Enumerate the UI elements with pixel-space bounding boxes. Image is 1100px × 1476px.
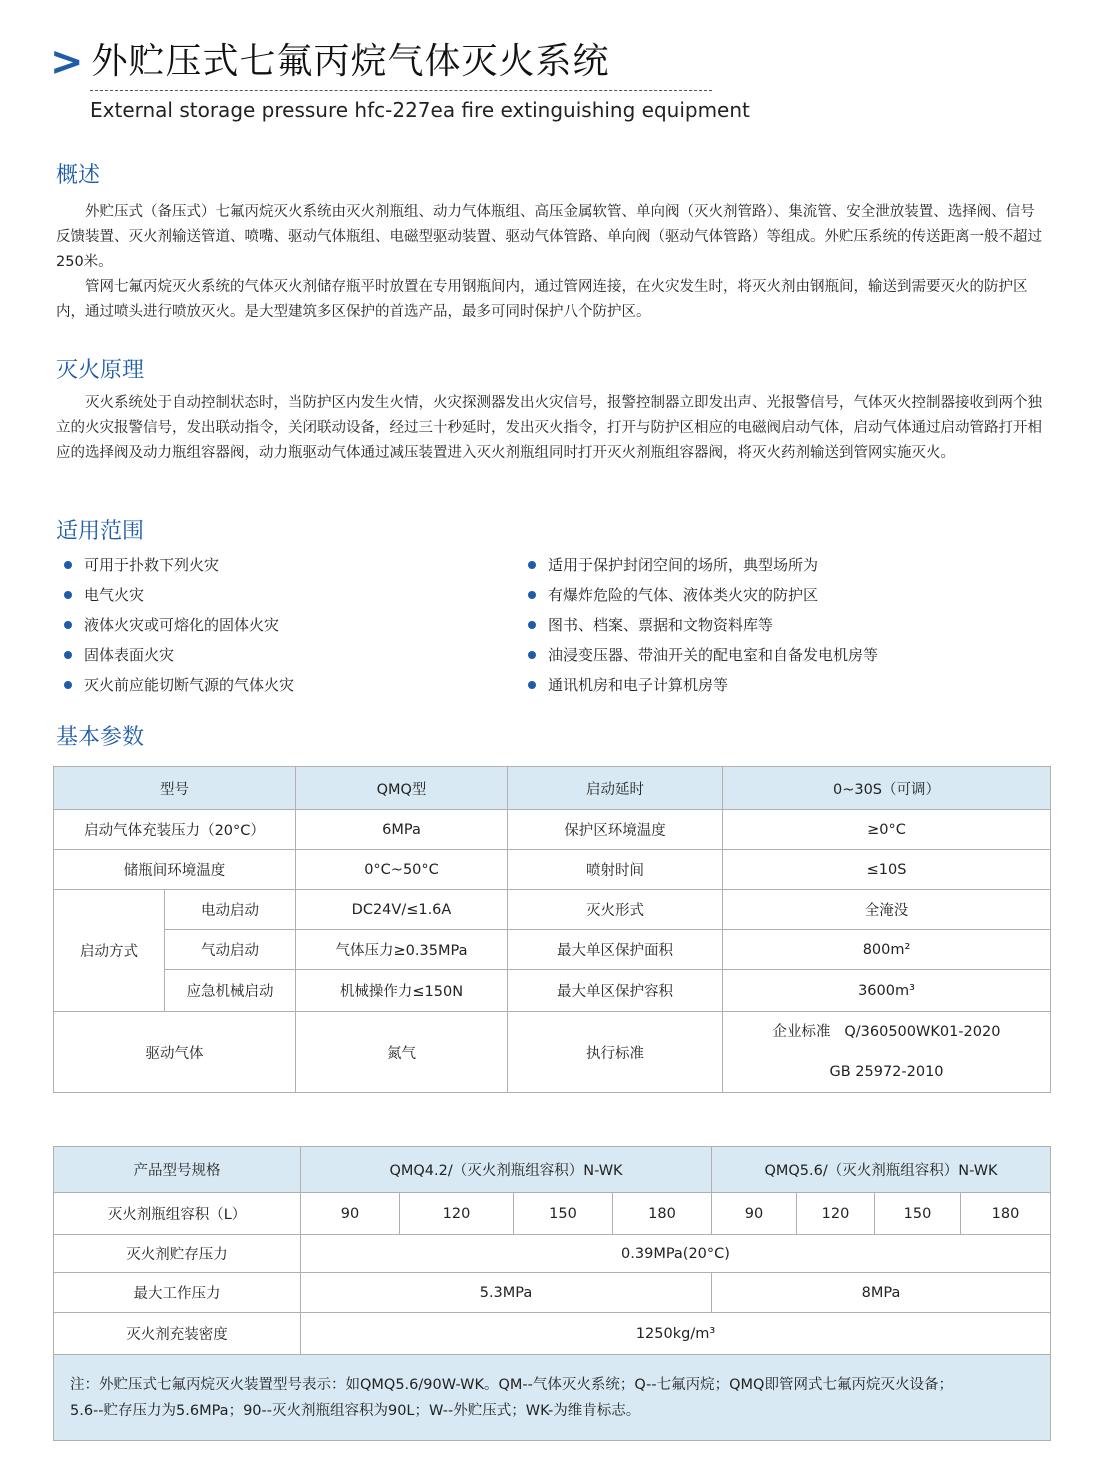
table-row: 灭火剂贮存压力 0.39MPa(20°C) <box>54 1235 1051 1273</box>
scope-heading: 适用范围 <box>56 519 145 544</box>
standards-cell: 企业标准 Q/360500WK01-2020 GB 25972-2010 <box>723 1012 1051 1093</box>
list-item: 有爆炸危险的气体、液体类火灾的防护区 <box>528 580 878 610</box>
list-item: 可用于扑救下列火灾 <box>64 550 294 580</box>
params-table <box>53 766 1051 1093</box>
table-row: 气动启动 气体压力≥0.35MPa 最大单区保护面积 800m² <box>54 930 1051 970</box>
bullet-icon <box>64 591 72 599</box>
list-item: 图书、档案、票据和文物资料库等 <box>528 610 878 640</box>
scope-list-right <box>528 550 878 700</box>
scope-list-left <box>64 550 294 700</box>
table-row: 应急机械启动 机械操作力≤150N 最大单区保护容积 3600m³ <box>54 970 1051 1012</box>
list-item: 电气火灾 <box>64 580 294 610</box>
table-row: 型号 QMQ型 启动延时 0~30S（可调） <box>54 767 1051 810</box>
list-item: 油浸变压器、带油开关的配电室和自备发电机房等 <box>528 640 878 670</box>
bullet-icon <box>64 561 72 569</box>
list-item: 固体表面火灾 <box>64 640 294 670</box>
page-subtitle: External storage pressure hfc-227ea fire extinguishing equipment <box>90 98 750 122</box>
bullet-icon <box>528 681 536 689</box>
table-row: 灭火剂瓶组容积（L） 90 120 150 180 90 120 150 180 <box>54 1193 1051 1235</box>
table-row: 启动方式 电动启动 DC24V/≤1.6A 灭火形式 全淹没 <box>54 890 1051 930</box>
principle-paragraph: 灭火系统处于自动控制状态时，当防护区内发生火情，火灾探测器发出火灾信号，报警控制器立即发出声、光报警信号，气体灭火控制器接收到两个独立的火灾报警信号，发出联动指令，关闭联动设备，经过三十秒延时，发出灭火指令，打开与防护区相应的电磁阀启动气体，启动气体通过启动管路打开相应的选择阀及动力瓶组容器阀，动力瓶驱动气体通过减压装置进入灭火剂瓶组同时打开灭火剂瓶组容器阀，将灭火药剂输送到管网实施灭火。 <box>56 395 1042 461</box>
overview-paragraph-2: 管网七氟丙烷灭火系统的气体灭火剂储存瓶平时放置在专用钢瓶间内，通过管网连接，在火灾发生时，将灭火剂由钢瓶间，输送到需要灭火的防护区内，通过喷头进行喷放灭火。是大型建筑多区保护的首选产品，最多可同时保护八个防护区。 <box>56 279 1028 320</box>
overview-text <box>56 200 1048 325</box>
header <box>50 38 610 86</box>
bullet-icon <box>528 621 536 629</box>
table-row: 储瓶间环境温度 0°C~50°C 喷射时间 ≤10S <box>54 850 1051 890</box>
table-row <box>54 1355 1051 1441</box>
bullet-icon <box>528 561 536 569</box>
bullet-icon <box>528 591 536 599</box>
overview-heading: 概述 <box>56 163 101 188</box>
page-title: 外贮压式七氟丙烷气体灭火系统 <box>91 41 610 82</box>
bullet-icon <box>64 681 72 689</box>
spec-table <box>53 1146 1051 1441</box>
table-row: 最大工作压力 5.3MPa 8MPa <box>54 1273 1051 1313</box>
list-item: 灭火前应能切断气源的气体火灾 <box>64 670 294 700</box>
note-cell: 注：外贮压式七氟丙烷灭火装置型号表示：如QMQ5.6/90W-WK。QM--气体灭火系统；Q--七氟丙烷；QMQ即管网式七氟丙烷灭火设备； 5.6--贮存压力为5.6MPa；90--灭火剂瓶组容积为90L；W--外贮压式；WK-为维肯标志。 <box>54 1355 1051 1441</box>
start-mode-cell: 启动方式 <box>54 890 165 1012</box>
table-row: 驱动气体 氮气 执行标准 企业标准 Q/360500WK01-2020 GB 25972-2010 <box>54 1012 1051 1093</box>
list-item: 适用于保护封闭空间的场所，典型场所为 <box>528 550 878 580</box>
principle-heading: 灭火原理 <box>56 358 145 383</box>
table-row: 启动气体充装压力（20°C） 6MPa 保护区环境温度 ≥0°C <box>54 810 1051 850</box>
list-item: 液体火灾或可熔化的固体火灾 <box>64 610 294 640</box>
bullet-icon <box>64 621 72 629</box>
chevron-icon: > <box>50 39 84 85</box>
list-item: 通讯机房和电子计算机房等 <box>528 670 878 700</box>
bullet-icon <box>64 651 72 659</box>
principle-text <box>56 391 1048 466</box>
table-row: 产品型号规格 QMQ4.2/（灭火剂瓶组容积）N-WK QMQ5.6/（灭火剂瓶组容积）N-WK <box>54 1147 1051 1193</box>
params-heading: 基本参数 <box>56 725 145 750</box>
title-divider <box>90 90 712 91</box>
table-row: 灭火剂充装密度 1250kg/m³ <box>54 1313 1051 1355</box>
overview-paragraph-1: 外贮压式（备压式）七氟丙烷灭火系统由灭火剂瓶组、动力气体瓶组、高压金属软管、单向阀（灭火剂管路）、集流管、安全泄放装置、选择阀、信号反馈装置、灭火剂输送管道、喷嘴、驱动气体瓶组、电磁型驱动装置、驱动气体管路、单向阀（驱动气体管路）等组成。外贮压系统的传送距离一般不超过250米。 <box>56 204 1042 270</box>
bullet-icon <box>528 651 536 659</box>
